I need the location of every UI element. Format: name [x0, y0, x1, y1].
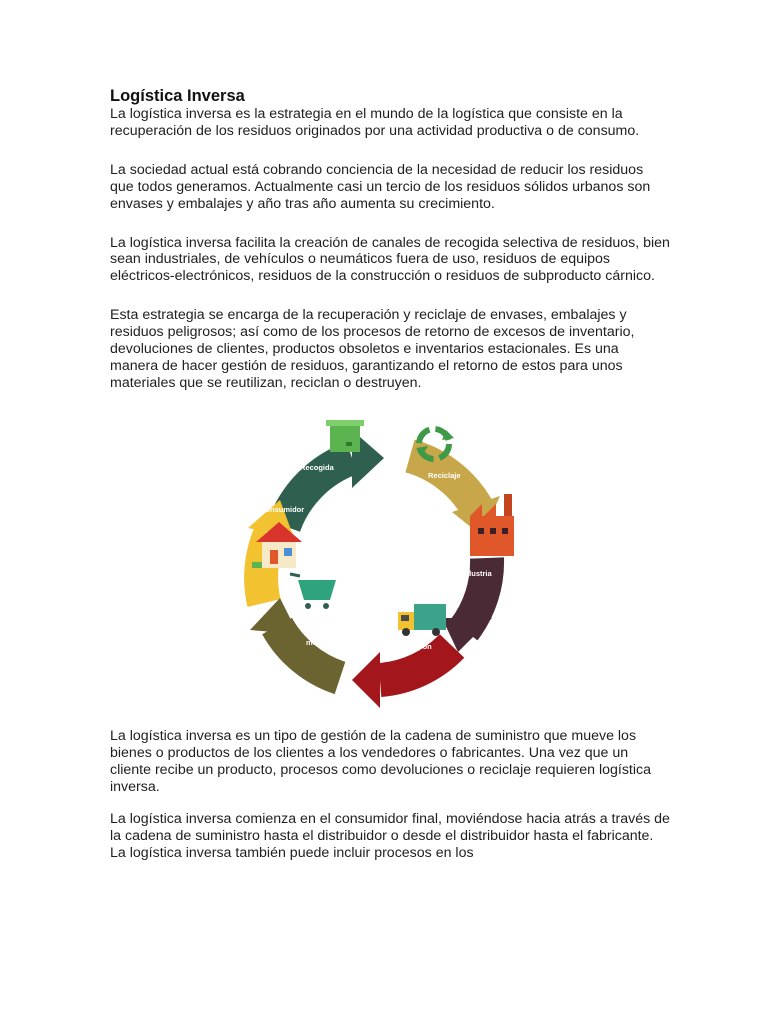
stage-label-distribucion: Distribución: [388, 641, 432, 651]
paragraph-3: La logística inversa facilita la creación de canales de recogida selectiva de residuos, bien sean industriales, de vehículos o neumáticos fuera de uso, residuos de equipos eléctricos-electrónicos, residuos de la construcción o residuos de subproducto cárnico.: [110, 234, 670, 285]
reverse-logistics-cycle-diagram: [110, 408, 670, 708]
cycle-svg: [202, 408, 552, 708]
stage-label-venta-line2: menor: [306, 637, 329, 647]
stage-label-reciclaje: Reciclaje: [428, 470, 461, 480]
paragraph-6: La logística inversa comienza en el consumidor final, moviéndose hacia atrás a través de la cadena de suministro hasta el distribuidor o desde el distribuidor hasta el fabricante. La logística inversa también puede incluir procesos en los: [110, 811, 670, 862]
paragraph-5: La logística inversa es un tipo de gestión de la cadena de suministro que mueve los bienes o productos de los clientes a los vendedores o fabricantes. Una vez que un cliente recibe un producto, procesos como devoluciones o reciclaje requieren logística inversa.: [110, 727, 652, 795]
arc-distribucion: [380, 646, 452, 680]
paragraph-2: La sociedad actual está cobrando conciencia de la necesidad de reducir los residuos que todos generamos. Actualmente casi un tercio de los residuos sólidos urbanos son envases y embalajes y año tras año aumenta su crecimiento.: [110, 161, 651, 212]
stage-label-recogida: Recogida: [300, 462, 334, 472]
box-icon: [326, 420, 364, 452]
stage-label-consumidor: Consumidor: [260, 504, 305, 514]
arrowhead-distribucion: [352, 652, 380, 708]
cart-icon: [290, 574, 336, 609]
stage-label-venta: [306, 629, 351, 647]
document-content: [110, 86, 670, 862]
paragraph-1: La logística inversa es la estrategia en el mundo de la logística que consiste en la recuperación de los residuos originados por una actividad productiva o de consumo.: [110, 106, 640, 139]
stage-label-venta-line1: Venta al por: [306, 628, 349, 638]
paragraph-4: Esta estrategia se encarga de la recuperación y reciclaje de envases, embalajes y residuos peligrosos; así como de los procesos de retorno de excesos de inventario, devoluciones de clientes, productos obsoletos e inventarios estacionales. Es una manera de hacer gestión de residuos, garantizando el retorno de estos para unos materiales que se reutilizan, reciclan o destruyen.: [110, 307, 635, 391]
stage-label-industria: Industria: [460, 568, 492, 578]
arc-reciclaje: [410, 456, 477, 508]
truck-icon: [398, 604, 446, 636]
page-title: Logística Inversa: [110, 87, 245, 105]
